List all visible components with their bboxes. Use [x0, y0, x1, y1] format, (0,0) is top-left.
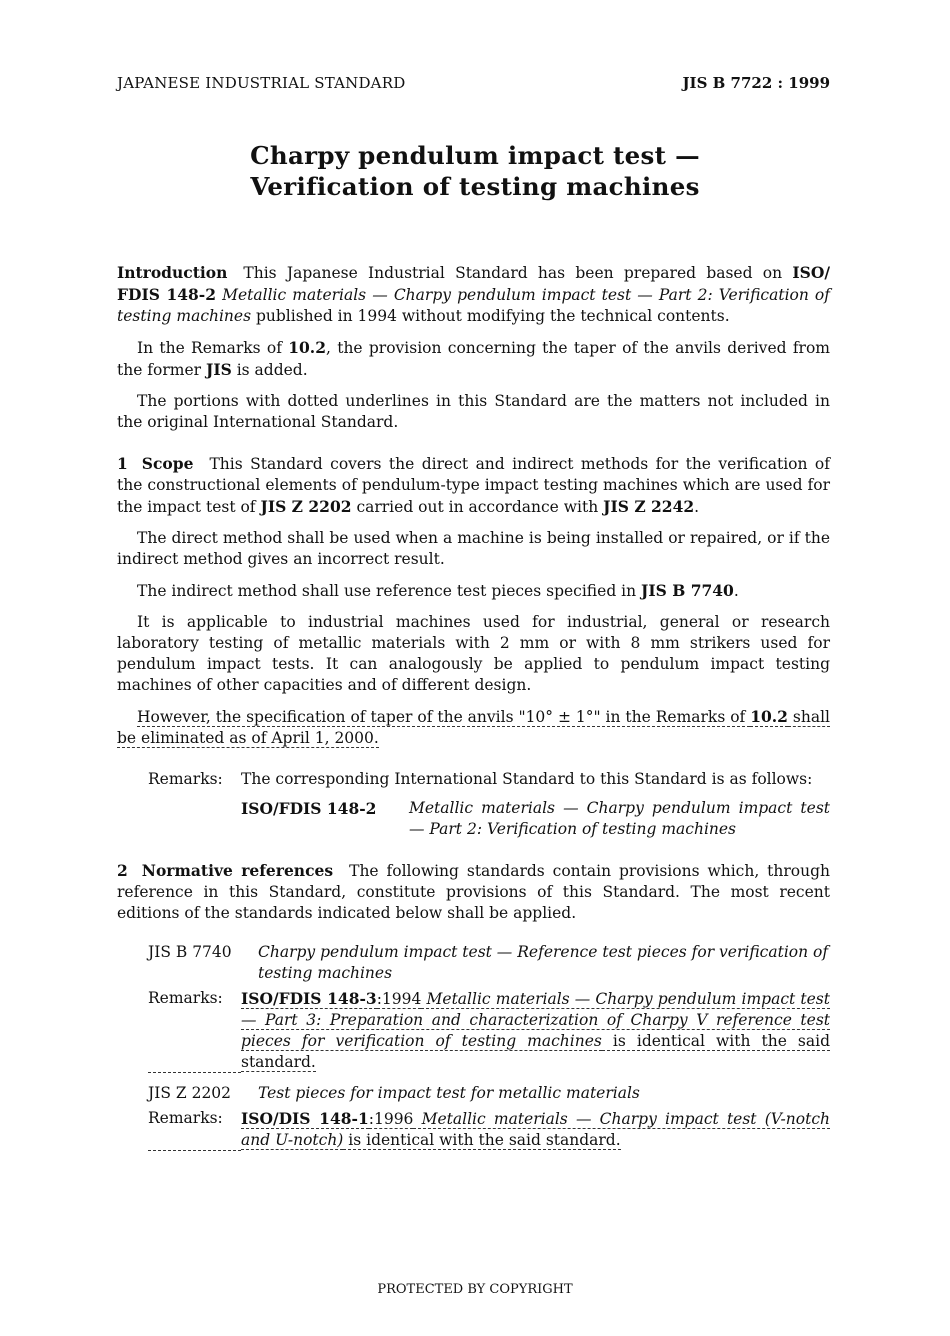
scope-p5-text: However, the specification of taper of the anvils "10° ± 1°" in the Remarks of [137, 708, 751, 726]
copyright-footer: PROTECTED BY COPYRIGHT [377, 1282, 573, 1297]
std-ref-remarks-label: Remarks: [148, 1108, 241, 1151]
scope-paragraph-4: It is applicable to industrial machines used for industrial, general or research laboratory testing of metallic materials with 2 mm or with 8 mm strikers used for pendulum impact tests. It can analogously be applied to pendulum impact testing machines of other capacities and of different design. [117, 613, 830, 694]
std-ref-remarks-text [241, 988, 830, 1073]
remarks-label: Remarks: [148, 770, 223, 788]
std-ref-remarks-text [241, 1108, 830, 1151]
scope-p5-end: shall be eliminated as of April 1, 2000. [117, 708, 830, 747]
scope-heading: Scope [141, 454, 194, 473]
header-standard-number: JIS B 7722 : 1999 [682, 74, 830, 92]
scope-paragraph-2: The direct method shall be used when a machine is being installed or repaired, or if the indirect method gives an incorrect result. [117, 529, 830, 568]
std-ref-item [148, 942, 830, 984]
remarks-iso-reference [241, 798, 830, 840]
scope-paragraph-3 [117, 580, 830, 602]
intro-iso-title: Metallic materials — Charpy pendulum impact test — Part 2: Verification of testing machines [117, 286, 830, 325]
std-ref-remarks-title: Metallic materials — Charpy pendulum impact test — Part 3: Preparation and characterization of Charpy V reference test pieces for verification of testing machines [241, 990, 830, 1050]
remarks-text: The corresponding International Standard to this Standard is as follows: [241, 770, 813, 788]
scope-ref-z2202: JIS Z 2202 [260, 497, 352, 516]
remarks-iso-code: ISO/FDIS 148-2 [241, 799, 377, 818]
scope-paragraph-1 [117, 453, 830, 518]
std-ref-code: JIS Z 2202 [148, 1084, 232, 1102]
intro-text-end: published in 1994 without modifying the technical contents. [251, 307, 730, 325]
scope-p5-clause: 10.2 [750, 707, 788, 726]
std-ref-remarks-code: ISO/DIS 148-1 [241, 1109, 369, 1128]
title-line-2: Verification of testing machines [250, 172, 700, 201]
std-ref-title: Test pieces for impact test for metallic materials [258, 1084, 640, 1102]
title-line-1: Charpy pendulum impact test — [250, 141, 700, 170]
normative-paragraph [117, 860, 830, 924]
document-body [117, 262, 830, 1159]
std-ref-title: Charpy pendulum impact test — Reference test pieces for verification of testing machines [258, 943, 829, 982]
header-standard-label: JAPANESE INDUSTRIAL STANDARD [117, 74, 406, 92]
std-ref-remarks-label: Remarks: [148, 988, 241, 1073]
std-ref-remarks-tail: is identical with the said standard. [241, 1032, 831, 1071]
intro-paragraph-3: The portions with dotted underlines in this Standard are the matters not included in the original International Standard. [117, 392, 830, 431]
intro-p2-clause: 10.2 [288, 338, 326, 357]
scope-text: This Standard covers the direct and indirect methods for the verification of the constructional elements of pendulum-type impact testing machines which are used for the impact test of [117, 455, 830, 516]
remarks-iso-title: Metallic materials — Charpy pendulum impact test — Part 2: Verification of testing machines [409, 799, 830, 838]
intro-p2-text-end: is added. [231, 361, 308, 379]
intro-paragraph-1 [117, 262, 830, 327]
std-ref-remarks [148, 1108, 830, 1151]
remarks-body [241, 769, 830, 840]
std-ref-remarks-year: :1994 [376, 990, 422, 1008]
std-ref-code: JIS B 7740 [148, 943, 232, 961]
scope-text-end: . [694, 498, 700, 516]
scope-p3-end: . [733, 582, 739, 600]
normative-heading: Normative references [141, 861, 334, 880]
std-ref-remarks-year: :1996 [368, 1110, 414, 1128]
intro-p2-jis: JIS [206, 360, 232, 379]
intro-iso-ref: ISO/ FDIS 148-2 [117, 263, 830, 304]
scope-ref-z2242: JIS Z 2242 [603, 497, 695, 516]
normative-text: The following standards contain provisions which, through reference in this Standard, constitute provisions of this Standard. The most recent editions of the standards indicated below shall be applied. [117, 862, 830, 922]
scope-p3-ref: JIS B 7740 [641, 581, 734, 600]
scope-p3-text: The indirect method shall use reference test pieces specified in [137, 582, 642, 600]
scope-remarks [148, 769, 830, 840]
intro-heading: Introduction [117, 263, 228, 282]
intro-p2-text-mid: , the provision concerning the taper of the anvils derived from the former [117, 339, 830, 379]
std-ref-item [148, 1083, 830, 1104]
std-ref-remarks-code: ISO/FDIS 148-3 [241, 989, 377, 1008]
scope-number: 1 [117, 454, 128, 473]
intro-text: This Japanese Industrial Standard has been prepared based on [243, 264, 793, 282]
normative-number: 2 [117, 861, 128, 880]
scope-paragraph-5 [117, 706, 830, 749]
scope-text-mid: carried out in accordance with [351, 498, 604, 516]
std-ref-remarks [148, 988, 830, 1073]
std-ref-remarks-title: Metallic materials — Charpy impact test (V-notch and U-notch) [241, 1110, 830, 1149]
document-title [0, 140, 950, 202]
std-ref-remarks-tail: is identical with the said standard. [343, 1131, 621, 1149]
intro-paragraph-2 [117, 337, 830, 381]
intro-p2-text: In the Remarks of [137, 339, 289, 357]
